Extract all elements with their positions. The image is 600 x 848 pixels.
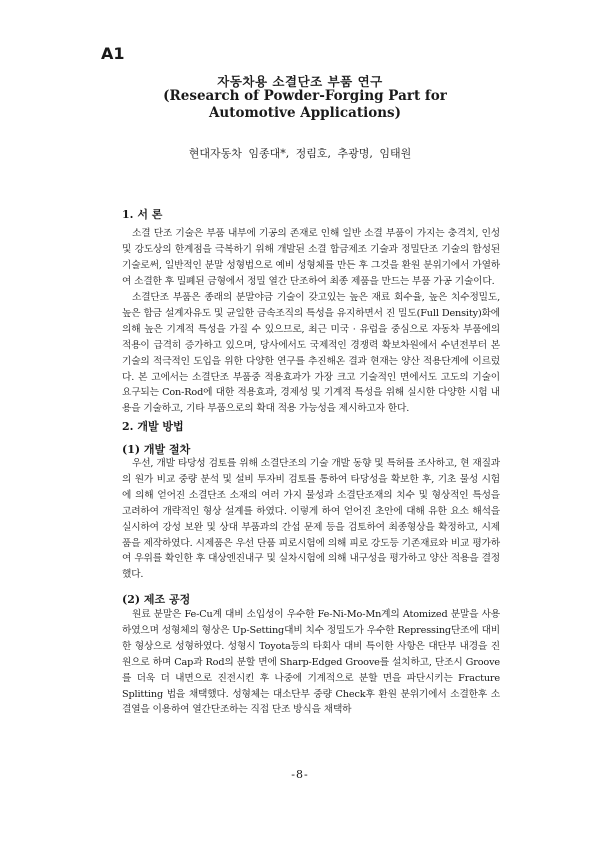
title-korean: 자동차용 소결단조 부품 연구 [217,74,383,89]
paper-label: A1 [101,44,125,63]
section-1-paragraph-1: 소결 단조 기술은 부품 내부에 기공의 존재로 인해 일반 소결 부품이 가지는 충격치, 인성 및 강도상의 한계점을 극복하기 위해 개발된 소결 합금제조 기술과 정밀단조 기술의 합성된 기술로써, 일반적인 분말 성형법으로 예비 성형체를 만든 후 그것을 환원 분위기에서 가열하여 소결한 후 밀폐된 금형에서 정밀 열간 단조하여 최종 제품을 만드는 부품 가공 기술이다. [122,228,500,287]
title-english: (Research of Powder-Forging Part for Automotive Applications) [163,88,447,121]
subsection-1-heading: (1) 개발 절차 [122,443,191,456]
subsection-2-heading: (2) 제조 공정 [122,593,191,606]
authors: 현대자동차 임종대*, 정림호, 추광명, 임태원 [188,147,412,160]
page-number: -8- [291,768,309,781]
subsection-1-text: 우선, 개발 타당성 검토를 위해 소결단조의 기술 개발 동향 및 특허를 조사하고, 현 재질과의 원가 비교 중량 분석 및 설비 투자비 검토를 통하여 타당성을 확보한 후, 기초 물성 시험에 의해 얻어진 소결단조 소재의 여러 가지 물성과 소결단조재의 치수 및 형상적인 특성을 고려하여 개략적인 형상 설계를 하였다. 이렇게 하여 얻어진 초안에 대해 유한 요소 해석을 실시하여 강성 보완 및 상대 부품과의 간섭 문제 등을 검토하여 최종형상을 확정하고, 시제품을 제작하였다. 시제품은 우선 단품 피로시험에 의해 피로 강도등 기존재료와 비교 평가하여 우위를 확인한 후 대상엔진내구 및 실차시험에 의해 내구성을 평가하고 양산 적용을 결정했다. [122,458,500,581]
section-1-paragraph-2: 소결단조 부품은 종래의 분말야금 기술이 갖고있는 높은 재료 회수율, 높은 치수정밀도, 높은 합금 설계자유도 및 균일한 금속조직의 특성을 유지하면서 진 밀도(Full Density)화에 의해 높은 기계적 특성을 가질 수 있으므로, 최근 미국 · 유럽을 중심으로 자동차 부품에의 적용이 급격히 증가하고 있으며, 당사에서도 국제적인 경쟁력 확보차원에서 수년전부터 본 기술의 적극적인 도입을 위한 다양한 연구를 추진해온 결과 현재는 양산 적용단계에 이르렀다. 본 고에서는 소결단조 부품중 적용효과가 가장 크고 기술적인 면에서도 고도의 기술이 요구되는 Con-Rod에 대한 적용효과, 경제성 및 기계적 특성을 위해 실시한 다양한 시험 내용을 기술하고, 기타 부품으로의 확대 적용 가능성을 제시하고자 한다. [122,292,500,415]
section-2-heading: 2. 개발 방법 [122,420,184,433]
section-1-heading: 1. 서 론 [122,208,163,221]
subsection-2-text: 원료 분말은 Fe-Cu계 대비 소입성이 우수한 Fe-Ni-Mo-Mn계의 Atomized 분말을 사용하였으며 성형체의 형상은 Up-Setting대비 치수 정밀도가 우수한 Repressing단조에 대비한 형상으로 성형하였다. 성형시 Toyota등의 타회사 대비 특이한 사항은 대단부 내경을 진원으로 하며 Cap과 Rod의 분할 면에 Sharp-Edged Groove를 설치하고, 단조시 Groove를 더욱 더 내면으로 진전시킨 후 나중에 기계적으로 분할 면을 파단시키는 Fracture Splitting 법을 채택했다. 성형체는 대소단부 중량 Check후 환원 분위기에서 소결한후 소결열을 이용하여 열간단조하는 직접 단조 방식을 채택하 [122,609,500,716]
